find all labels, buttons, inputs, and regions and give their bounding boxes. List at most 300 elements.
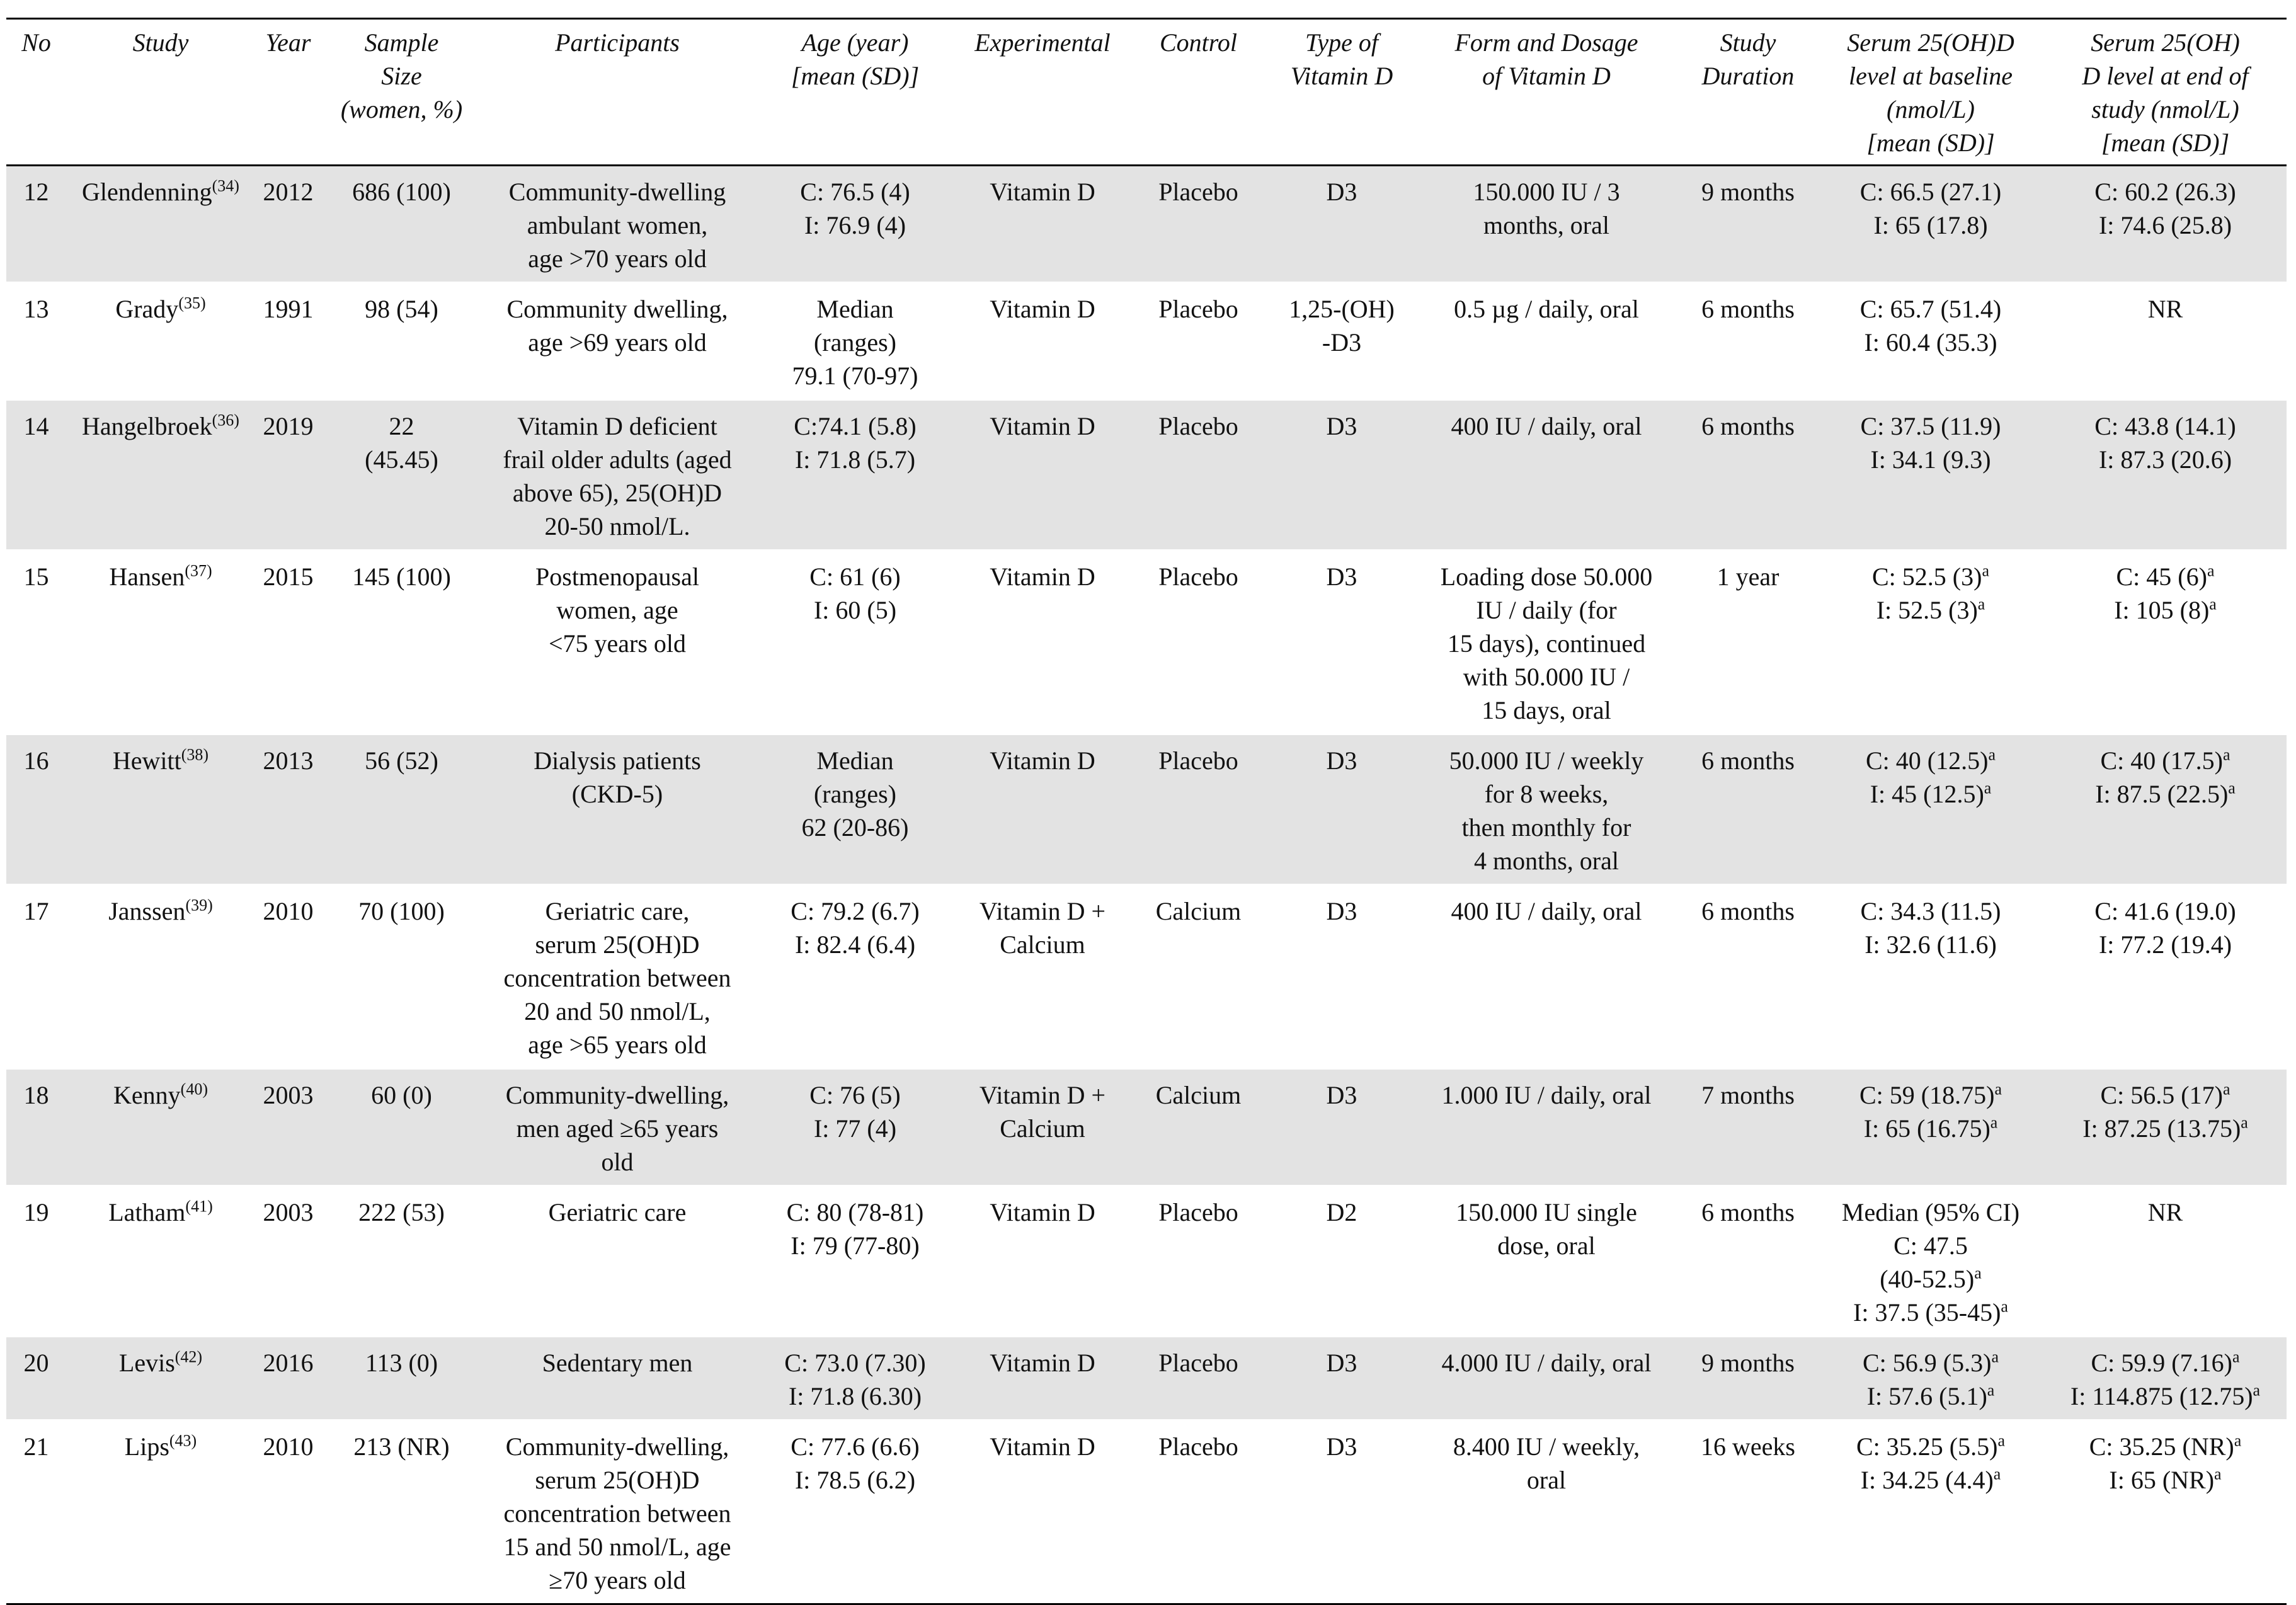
footnote-marker: a: [2222, 745, 2230, 764]
baseline-line: [1821, 1463, 2040, 1497]
participants-line: age >69 years old: [528, 328, 707, 357]
cell-study: [66, 166, 255, 283]
end-level-line: [2048, 443, 2283, 476]
cell-age: [753, 551, 957, 734]
cell-form-dosage: [1414, 551, 1679, 734]
header-vitamin-d-type-line: Vitamin D: [1290, 62, 1393, 90]
study-author: Hangelbroek: [82, 412, 212, 440]
baseline-line-text: C: 37.5 (11.9): [1860, 412, 2001, 440]
experimental-line: Vitamin D: [990, 412, 1095, 440]
cell-sample-size: [321, 1186, 482, 1337]
cell-end-level: [2044, 885, 2287, 1069]
participants-line: ≥70 years old: [549, 1566, 686, 1594]
study-author: Lips: [124, 1432, 169, 1461]
header-end-level-line: Serum 25(OH): [2091, 28, 2240, 57]
sample-size-line: 56 (52): [365, 746, 438, 775]
cell-year: 1991: [255, 283, 321, 400]
cell-vitamin-d-type: [1269, 400, 1414, 551]
cell-sample-size: [321, 1420, 482, 1604]
baseline-line: [1821, 593, 2040, 627]
table-body: [6, 166, 2287, 1604]
age-line: I: 77 (4): [813, 1114, 897, 1143]
cell-end-level: [2044, 1337, 2287, 1420]
cell-year: 2012: [255, 166, 321, 283]
cell-participants: [482, 551, 753, 734]
vitamin-d-studies-table: [6, 18, 2287, 1605]
cell-age: [753, 1186, 957, 1337]
cell-study: [66, 734, 255, 885]
experimental-line: Vitamin D: [990, 1198, 1095, 1226]
cell-form-dosage: [1414, 1069, 1679, 1186]
age-line: 62 (20-86): [801, 813, 909, 842]
cell-age: [753, 885, 957, 1069]
header-sample-size-line: (women, %): [340, 95, 463, 123]
header-no: [6, 19, 66, 166]
cell-vitamin-d-type: [1269, 1186, 1414, 1337]
study-author: Levis: [118, 1349, 175, 1377]
cell-sample-size: [321, 734, 482, 885]
form-dosage-line: 0.5 µg / daily, oral: [1454, 295, 1639, 323]
participants-line: Community-dwelling: [508, 178, 726, 206]
reference-number: (34): [212, 176, 239, 195]
cell-form-dosage: [1414, 734, 1679, 885]
end-level-line-text: I: 87.3 (20.6): [2098, 445, 2232, 474]
age-line: C:74.1 (5.8): [794, 412, 917, 440]
cell-study: [66, 1420, 255, 1604]
cell-age: [753, 734, 957, 885]
cell-year: 2010: [255, 1420, 321, 1604]
cell-baseline-level: [1817, 885, 2044, 1069]
age-line: (ranges): [813, 780, 897, 808]
age-line: Median: [816, 295, 894, 323]
footnote-marker: a: [1988, 745, 1996, 764]
age-line: 79.1 (70-97): [792, 362, 918, 390]
baseline-line: [1821, 744, 2040, 777]
table-row: [6, 551, 2287, 734]
cell-no: 18: [6, 1069, 66, 1186]
footnote-marker: a: [1994, 1080, 2002, 1099]
header-year: [255, 19, 321, 166]
header-baseline-level-line: Serum 25(OH)D: [1847, 28, 2014, 57]
cell-control: Placebo: [1128, 1420, 1269, 1604]
cell-vitamin-d-type: [1269, 166, 1414, 283]
cell-sample-size: [321, 1069, 482, 1186]
age-line: I: 82.4 (6.4): [794, 930, 916, 959]
table-row: [6, 400, 2287, 551]
sample-size-line: 98 (54): [365, 295, 438, 323]
footnote-marker: a: [1982, 561, 1989, 580]
reference-number: (42): [174, 1347, 203, 1366]
header-age-line: [mean (SD)]: [791, 62, 920, 90]
cell-vitamin-d-type: [1269, 734, 1414, 885]
header-end-level-line: D level at end of: [2082, 62, 2249, 90]
footnote-marker: a: [1977, 595, 1985, 614]
study-author: Glendenning: [82, 178, 212, 206]
baseline-line-text: I: 32.6 (11.6): [1865, 930, 1997, 959]
age-line: C: 79.2 (6.7): [791, 897, 920, 925]
cell-control: Calcium: [1128, 1069, 1269, 1186]
end-level-line-text: NR: [2147, 295, 2183, 323]
participants-line: <75 years old: [548, 629, 687, 658]
cell-baseline-level: [1817, 551, 2044, 734]
footnote-marker: a: [2209, 595, 2217, 614]
participants-line: Vitamin D deficient: [517, 412, 717, 440]
cell-vitamin-d-type: [1269, 1420, 1414, 1604]
cell-study-duration: 9 months: [1679, 1337, 1817, 1420]
participants-line: Geriatric care: [548, 1198, 687, 1226]
cell-form-dosage: [1414, 1420, 1679, 1604]
header-baseline-level: [1817, 19, 2044, 166]
footnote-marker: a: [2214, 1465, 2222, 1483]
sample-size-line: 70 (100): [358, 897, 445, 925]
header-participants-line: Participants: [555, 28, 680, 57]
cell-vitamin-d-type: [1269, 1337, 1414, 1420]
cell-participants: [482, 734, 753, 885]
header-sample-size-line: Sample: [364, 28, 439, 57]
cell-baseline-level: [1817, 1186, 2044, 1337]
table-row: [6, 283, 2287, 400]
baseline-line: [1821, 1196, 2040, 1229]
cell-year: 2003: [255, 1186, 321, 1337]
cell-vitamin-d-type: [1269, 1069, 1414, 1186]
cell-age: [753, 1420, 957, 1604]
baseline-line-text: C: 40 (12.5): [1866, 746, 1989, 775]
baseline-line: [1821, 208, 2040, 242]
study-author: Kenny: [113, 1081, 181, 1109]
end-level-line: [2048, 1112, 2283, 1145]
end-level-line-text: C: 40 (17.5): [2100, 746, 2223, 775]
form-dosage-line: 50.000 IU / weekly: [1449, 746, 1644, 775]
cell-baseline-level: [1817, 166, 2044, 283]
cell-control: Placebo: [1128, 1337, 1269, 1420]
baseline-line-text: C: 34.3 (11.5): [1860, 897, 2001, 925]
participants-line: serum 25(OH)D: [535, 1466, 700, 1494]
cell-study-duration: 6 months: [1679, 283, 1817, 400]
end-level-line: [2048, 744, 2283, 777]
footnote-marker: a: [1990, 1113, 1998, 1132]
participants-line: Community-dwelling,: [505, 1081, 729, 1109]
cell-sample-size: [321, 551, 482, 734]
table-row: [6, 166, 2287, 283]
age-line: I: 71.8 (5.7): [794, 445, 916, 474]
study-author: Latham: [108, 1198, 186, 1226]
experimental-line: Vitamin D: [990, 1349, 1095, 1377]
experimental-line: Vitamin D: [990, 563, 1095, 591]
header-experimental: [957, 19, 1128, 166]
table-row: [6, 1186, 2287, 1337]
cell-end-level: [2044, 283, 2287, 400]
form-dosage-line: Loading dose 50.000: [1440, 563, 1653, 591]
cell-no: 21: [6, 1420, 66, 1604]
experimental-line: Calcium: [1000, 930, 1085, 959]
end-level-line: [2048, 894, 2283, 928]
footnote-marker: a: [2241, 1113, 2248, 1132]
footnote-marker: a: [2234, 1431, 2242, 1450]
footnote-marker: a: [1993, 1465, 2001, 1483]
baseline-line-text: C: 65.7 (51.4): [1859, 295, 2002, 323]
footnote-marker: a: [2001, 1297, 2008, 1316]
cell-year: 2016: [255, 1337, 321, 1420]
end-level-line: [2048, 1379, 2283, 1413]
end-level-line: [2048, 1078, 2283, 1112]
end-level-line: [2048, 928, 2283, 961]
reference-number: (41): [185, 1197, 213, 1216]
footnote-marker: a: [2232, 1347, 2240, 1366]
end-level-line-text: I: 87.5 (22.5): [2095, 780, 2229, 808]
cell-control: Placebo: [1128, 283, 1269, 400]
baseline-line: [1821, 1346, 2040, 1379]
vitamin-d-type-line: D3: [1326, 412, 1357, 440]
baseline-line: [1821, 1229, 2040, 1262]
baseline-line: [1821, 175, 2040, 208]
cell-baseline-level: [1817, 283, 2044, 400]
cell-no: 19: [6, 1186, 66, 1337]
cell-study-duration: 6 months: [1679, 885, 1817, 1069]
footnote-marker: a: [1974, 1264, 1982, 1282]
baseline-line: [1821, 1112, 2040, 1145]
baseline-line-text: C: 47.5: [1893, 1231, 1968, 1260]
participants-line: serum 25(OH)D: [535, 930, 700, 959]
cell-experimental: [957, 885, 1128, 1069]
cell-end-level: [2044, 1420, 2287, 1604]
participants-line: men aged ≥65 years: [516, 1114, 719, 1143]
footnote-marker: a: [1997, 1431, 2005, 1450]
participants-line: (CKD-5): [571, 780, 663, 808]
header-study-line: Study: [132, 28, 189, 57]
footnote-marker: a: [1987, 1381, 1995, 1400]
end-level-line-text: I: 105 (8): [2114, 596, 2210, 624]
cell-end-level: [2044, 734, 2287, 885]
cell-study-duration: 6 months: [1679, 734, 1817, 885]
cell-control: Calcium: [1128, 885, 1269, 1069]
end-level-line: [2048, 777, 2283, 811]
cell-experimental: [957, 1069, 1128, 1186]
participants-line: Community dwelling,: [506, 295, 728, 323]
study-author: Grady: [115, 295, 179, 323]
reference-number: (36): [212, 411, 239, 430]
header-age-line: Age (year): [801, 28, 909, 57]
experimental-line: Vitamin D: [990, 295, 1095, 323]
cell-control: Placebo: [1128, 166, 1269, 283]
participants-line: Sedentary men: [542, 1349, 693, 1377]
cell-study: [66, 885, 255, 1069]
vitamin-d-type-line: D3: [1326, 1349, 1357, 1377]
vitamin-d-type-line: D3: [1326, 897, 1357, 925]
cell-participants: [482, 1337, 753, 1420]
cell-control: Placebo: [1128, 400, 1269, 551]
form-dosage-line: with 50.000 IU /: [1463, 663, 1630, 691]
form-dosage-line: for 8 weeks,: [1484, 780, 1609, 808]
cell-sample-size: [321, 166, 482, 283]
vitamin-d-type-line: D3: [1326, 1081, 1357, 1109]
end-level-line: [2048, 1430, 2283, 1463]
form-dosage-line: dose, oral: [1497, 1231, 1596, 1260]
cell-end-level: [2044, 1069, 2287, 1186]
vitamin-d-type-line: D3: [1326, 178, 1357, 206]
participants-line: 20-50 nmol/L.: [544, 512, 690, 540]
cell-year: 2010: [255, 885, 321, 1069]
cell-participants: [482, 1420, 753, 1604]
cell-no: 12: [6, 166, 66, 283]
cell-vitamin-d-type: [1269, 283, 1414, 400]
cell-participants: [482, 400, 753, 551]
header-end-level: [2044, 19, 2287, 166]
form-dosage-line: 8.400 IU / weekly,: [1453, 1432, 1640, 1461]
sample-size-line: (45.45): [365, 445, 438, 474]
cell-year: 2013: [255, 734, 321, 885]
participants-line: 20 and 50 nmol/L,: [524, 997, 711, 1025]
cell-study: [66, 1337, 255, 1420]
end-level-line-text: C: 43.8 (14.1): [2094, 412, 2236, 440]
end-level-line-text: I: 74.6 (25.8): [2098, 211, 2232, 239]
cell-form-dosage: [1414, 1337, 1679, 1420]
participants-line: Postmenopausal: [535, 563, 699, 591]
header-form-dosage-line: of Vitamin D: [1482, 62, 1611, 90]
cell-end-level: [2044, 1186, 2287, 1337]
header-year-line: Year: [265, 28, 311, 57]
cell-study-duration: 6 months: [1679, 400, 1817, 551]
cell-control: Placebo: [1128, 734, 1269, 885]
reference-number: (38): [181, 745, 209, 764]
baseline-line: [1821, 1078, 2040, 1112]
header-form-dosage: [1414, 19, 1679, 166]
table-row: [6, 1337, 2287, 1420]
cell-study: [66, 400, 255, 551]
cell-study-duration: 7 months: [1679, 1069, 1817, 1186]
end-level-line: [2048, 175, 2283, 208]
end-level-line: [2048, 593, 2283, 627]
reference-number: (35): [178, 294, 206, 312]
vitamin-d-type-line: D3: [1326, 1432, 1357, 1461]
footnote-marker: a: [2228, 779, 2236, 797]
end-level-line-text: C: 35.25 (NR): [2089, 1432, 2234, 1461]
vitamin-d-type-line: D2: [1326, 1198, 1357, 1226]
experimental-line: Vitamin D: [990, 178, 1095, 206]
baseline-line-text: I: 34.25 (4.4): [1860, 1466, 1994, 1494]
cell-control: Placebo: [1128, 1186, 1269, 1337]
footnote-marker: a: [1991, 1347, 1999, 1366]
footnote-marker: a: [2222, 1080, 2230, 1099]
cell-study: [66, 551, 255, 734]
experimental-line: Vitamin D: [990, 1432, 1095, 1461]
header-control-line: Control: [1160, 28, 1237, 57]
study-author: Hansen: [109, 563, 185, 591]
cell-experimental: [957, 400, 1128, 551]
baseline-line-text: I: 57.6 (5.1): [1866, 1382, 1987, 1410]
age-line: C: 76.5 (4): [800, 178, 910, 206]
table-row: [6, 1420, 2287, 1604]
cell-study-duration: 9 months: [1679, 166, 1817, 283]
experimental-line: Vitamin D: [990, 746, 1095, 775]
cell-vitamin-d-type: [1269, 885, 1414, 1069]
form-dosage-line: 4 months, oral: [1474, 847, 1619, 875]
cell-end-level: [2044, 166, 2287, 283]
footnote-marker: a: [2253, 1381, 2261, 1400]
baseline-line: [1821, 560, 2040, 593]
cell-age: [753, 283, 957, 400]
cell-study-duration: 16 weeks: [1679, 1420, 1817, 1604]
header-experimental-line: Experimental: [974, 28, 1111, 57]
age-line: I: 78.5 (6.2): [794, 1466, 916, 1494]
participants-line: 15 and 50 nmol/L, age: [503, 1533, 731, 1561]
cell-study: [66, 1069, 255, 1186]
baseline-line: [1821, 409, 2040, 443]
participants-line: concentration between: [503, 964, 731, 992]
form-dosage-line: months, oral: [1483, 211, 1609, 239]
cell-experimental: [957, 551, 1128, 734]
header-end-level-line: study (nmol/L): [2091, 95, 2239, 123]
baseline-line-text: (40-52.5): [1880, 1265, 1975, 1293]
cell-no: 16: [6, 734, 66, 885]
cell-study: [66, 283, 255, 400]
table-header: [6, 19, 2287, 166]
baseline-line-text: C: 56.9 (5.3): [1863, 1349, 1992, 1377]
cell-experimental: [957, 1186, 1128, 1337]
participants-line: Dialysis patients: [534, 746, 701, 775]
baseline-line: [1821, 443, 2040, 476]
age-line: (ranges): [813, 328, 897, 357]
participants-line: frail older adults (aged: [503, 445, 732, 474]
cell-age: [753, 400, 957, 551]
header-baseline-level-line: level at baseline: [1849, 62, 2013, 90]
sample-size-line: 686 (100): [352, 178, 451, 206]
age-line: I: 60 (5): [813, 596, 897, 624]
baseline-line-text: I: 52.5 (3): [1876, 596, 1978, 624]
baseline-line-text: Median (95% CI): [1841, 1198, 2020, 1226]
vitamin-d-type-line: D3: [1326, 563, 1357, 591]
cell-end-level: [2044, 400, 2287, 551]
participants-line: women, age: [556, 596, 678, 624]
end-level-line: [2048, 409, 2283, 443]
baseline-line: [1821, 1379, 2040, 1413]
end-level-line: [2048, 1196, 2283, 1229]
end-level-line: [2048, 1463, 2283, 1497]
header-sample-size: [321, 19, 482, 166]
cell-baseline-level: [1817, 1069, 2044, 1186]
header-vitamin-d-type: [1269, 19, 1414, 166]
baseline-line: [1821, 1262, 2040, 1296]
age-line: I: 79 (77-80): [791, 1231, 920, 1260]
cell-study: [66, 1186, 255, 1337]
cell-participants: [482, 885, 753, 1069]
form-dosage-line: 150.000 IU / 3: [1473, 178, 1620, 206]
reference-number: (39): [185, 896, 213, 915]
form-dosage-line: oral: [1526, 1466, 1567, 1494]
sample-size-line: 222 (53): [358, 1198, 445, 1226]
participants-line: Community-dwelling,: [505, 1432, 729, 1461]
baseline-line: [1821, 928, 2040, 961]
cell-experimental: [957, 1337, 1128, 1420]
baseline-line-text: I: 65 (16.75): [1863, 1114, 1990, 1143]
reference-number: (40): [180, 1080, 208, 1099]
header-end-level-line: [mean (SD)]: [2101, 129, 2230, 157]
header-participants: [482, 19, 753, 166]
form-dosage-line: 1.000 IU / daily, oral: [1441, 1081, 1652, 1109]
baseline-line-text: C: 66.5 (27.1): [1859, 178, 2002, 206]
cell-baseline-level: [1817, 734, 2044, 885]
vitamin-d-type-line: 1,25-(OH): [1289, 295, 1395, 323]
age-line: I: 71.8 (6.30): [788, 1382, 922, 1410]
form-dosage-line: 150.000 IU single: [1456, 1198, 1637, 1226]
end-level-line-text: NR: [2147, 1198, 2183, 1226]
cell-baseline-level: [1817, 400, 2044, 551]
cell-baseline-level: [1817, 1337, 2044, 1420]
header-row: [6, 19, 2287, 166]
cell-experimental: [957, 166, 1128, 283]
header-control: [1128, 19, 1269, 166]
form-dosage-line: 400 IU / daily, oral: [1451, 897, 1642, 925]
end-level-line: [2048, 560, 2283, 593]
